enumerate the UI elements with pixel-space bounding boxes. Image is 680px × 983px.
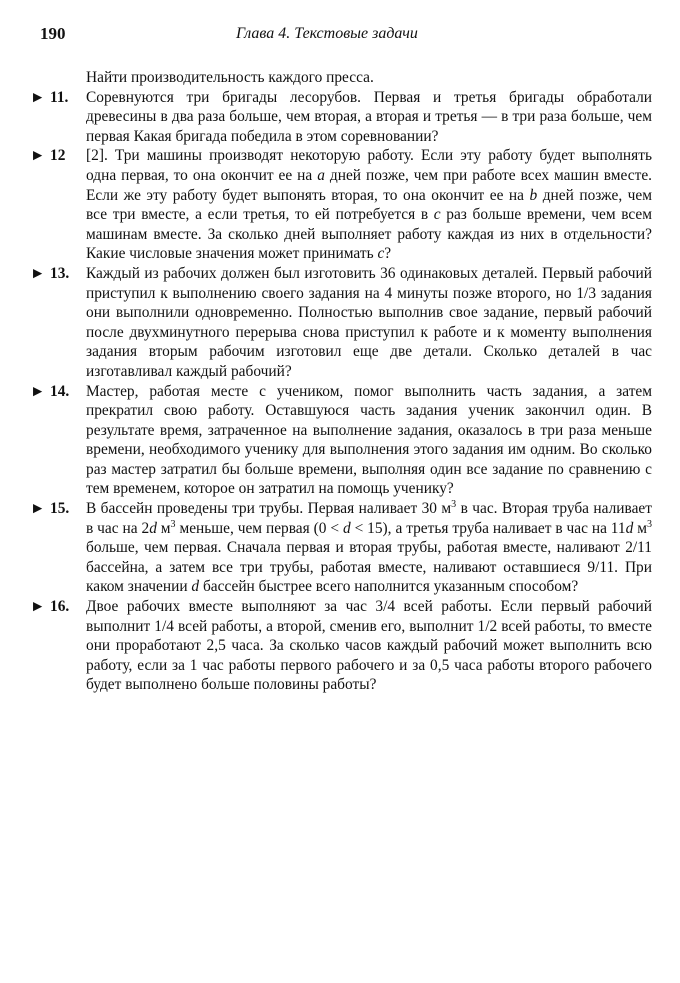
problem-number: 13.	[50, 264, 70, 282]
text-fragment: дней позже, чем все три вместе, а если третья, то ей потребуется в	[86, 186, 652, 224]
page-body	[30, 68, 652, 695]
triangle-marker-icon: ►	[30, 500, 46, 518]
problem-11	[30, 88, 652, 147]
page-number: 190	[40, 24, 66, 43]
text-fragment: [2]. Три машины производят некоторую работу. Если эту работу будет выполнять одна первая, то она окончит ее на	[86, 147, 652, 184]
variable: d	[149, 519, 157, 537]
text-fragment: дней позже, чем при работе всех машин вместе. Если же эту работу будет выпонять вторая, то она окончит ее на	[86, 166, 652, 204]
problem-number: 15.	[50, 500, 70, 518]
problem-text	[86, 499, 652, 597]
text-fragment: меньше, чем первая (0 <	[175, 519, 343, 537]
variable: c	[377, 245, 385, 263]
problem-text: Мастер, работая месте с учеником, помог выполнить часть задания, а затем прекратил свою работу. Оставшуюся часть задания ученик закончил один. В результате время, затраченное на выполнение задания, оказалось в три раза меньше времени, необходимого ученику для выполнения этого задания им одним. Во сколько раз мастер затратил бы больше времени, выполняя один все задание по сравнению с тем временем, которое он затратил на помощь ученику?	[86, 382, 652, 498]
text-fragment: в час. Вторая труба наливает в час на 2	[86, 500, 652, 537]
variable: d	[191, 578, 200, 596]
exponent: 3	[647, 518, 652, 530]
text-fragment: бассейн быстрее всего наполнится указанным способом?	[199, 578, 579, 596]
problem-16	[30, 597, 652, 695]
text-fragment: м	[633, 519, 647, 537]
triangle-marker-icon: ►	[30, 147, 46, 165]
variable: d	[625, 519, 634, 537]
triangle-marker-icon: ►	[30, 598, 46, 616]
triangle-marker-icon: ►	[30, 264, 46, 282]
text-fragment: раз больше времени, чем всем машинам вместе. За сколько дней выполняет работу каждая из них в отдельности? Какие числовые значения может принимать	[86, 206, 652, 263]
page-header	[40, 24, 640, 48]
text-fragment: м	[156, 519, 171, 537]
text-fragment: < 15), а третья труба наливает в час на 11	[350, 519, 626, 537]
problem-14	[30, 382, 652, 500]
problem-number: 11.	[50, 88, 69, 106]
chapter-title: Глава 4. Текстовые задачи	[236, 25, 418, 42]
problem-text: Двое рабочих вместе выполняют за час 3/4 всей работы. Если первый рабочий выполнит 1/4 всей работы, а второй, сменив его, выполнит 1/2 всей работы, то вместе они проработают 2,5 часа. За сколько часов каждый рабочий может выполнить всю работу, если за 1 час работы первого рабочего и за 0,5 часа работы второго рабочего будет выполнено больше половины работы?	[86, 598, 652, 694]
problem-number: 14.	[50, 382, 70, 400]
triangle-marker-icon: ►	[30, 382, 46, 400]
problem-13	[30, 264, 652, 382]
variable: b	[529, 186, 538, 204]
problem-number: 16.	[50, 598, 70, 616]
exponent: 3	[451, 498, 457, 510]
text-fragment: В бассейн проведены три трубы. Первая наливает 30 м	[86, 500, 452, 518]
variable: a	[317, 166, 325, 184]
variable: c	[433, 206, 441, 224]
text-fragment: больше, чем первая. Сначала первая и вторая трубы, работая вместе, наливают 2/11 бассейна, а затем все три трубы, работая вместе, наливают оставшиеся 9/11. При каком значении	[86, 539, 652, 596]
problem-text	[86, 146, 652, 264]
problem-15	[30, 499, 652, 597]
variable: d	[342, 519, 351, 537]
problem-number: 12	[50, 147, 66, 165]
triangle-marker-icon: ►	[30, 88, 46, 106]
problem-text: Каждый из рабочих должен был изготовить 36 одинаковых деталей. Первый рабочий приступил к выполнению своего задания на 4 минуты позже второго, но 1/3 задания они выполнили одновременно. Полностью выполнив свое задание, первый рабочий после двухминутного перерыва снова приступил к работе и к моменту выполнения задания вторым рабочим изготовил еще две детали. Сколько деталей в час изготавливал каждый рабочий?	[86, 264, 652, 380]
continued-text: Найти производительность каждого пресса.	[86, 69, 374, 86]
exponent: 3	[170, 518, 176, 530]
text-fragment: ?	[384, 245, 392, 263]
problem-text: Соревнуются три бригады лесорубов. Первая и третья бригады обработали древесины в два раза больше, чем вторая, а вторая и третья — в три раза больше, чем первая Какая бригада победила в этом соревновании?	[86, 88, 652, 145]
problem-12	[30, 146, 652, 264]
